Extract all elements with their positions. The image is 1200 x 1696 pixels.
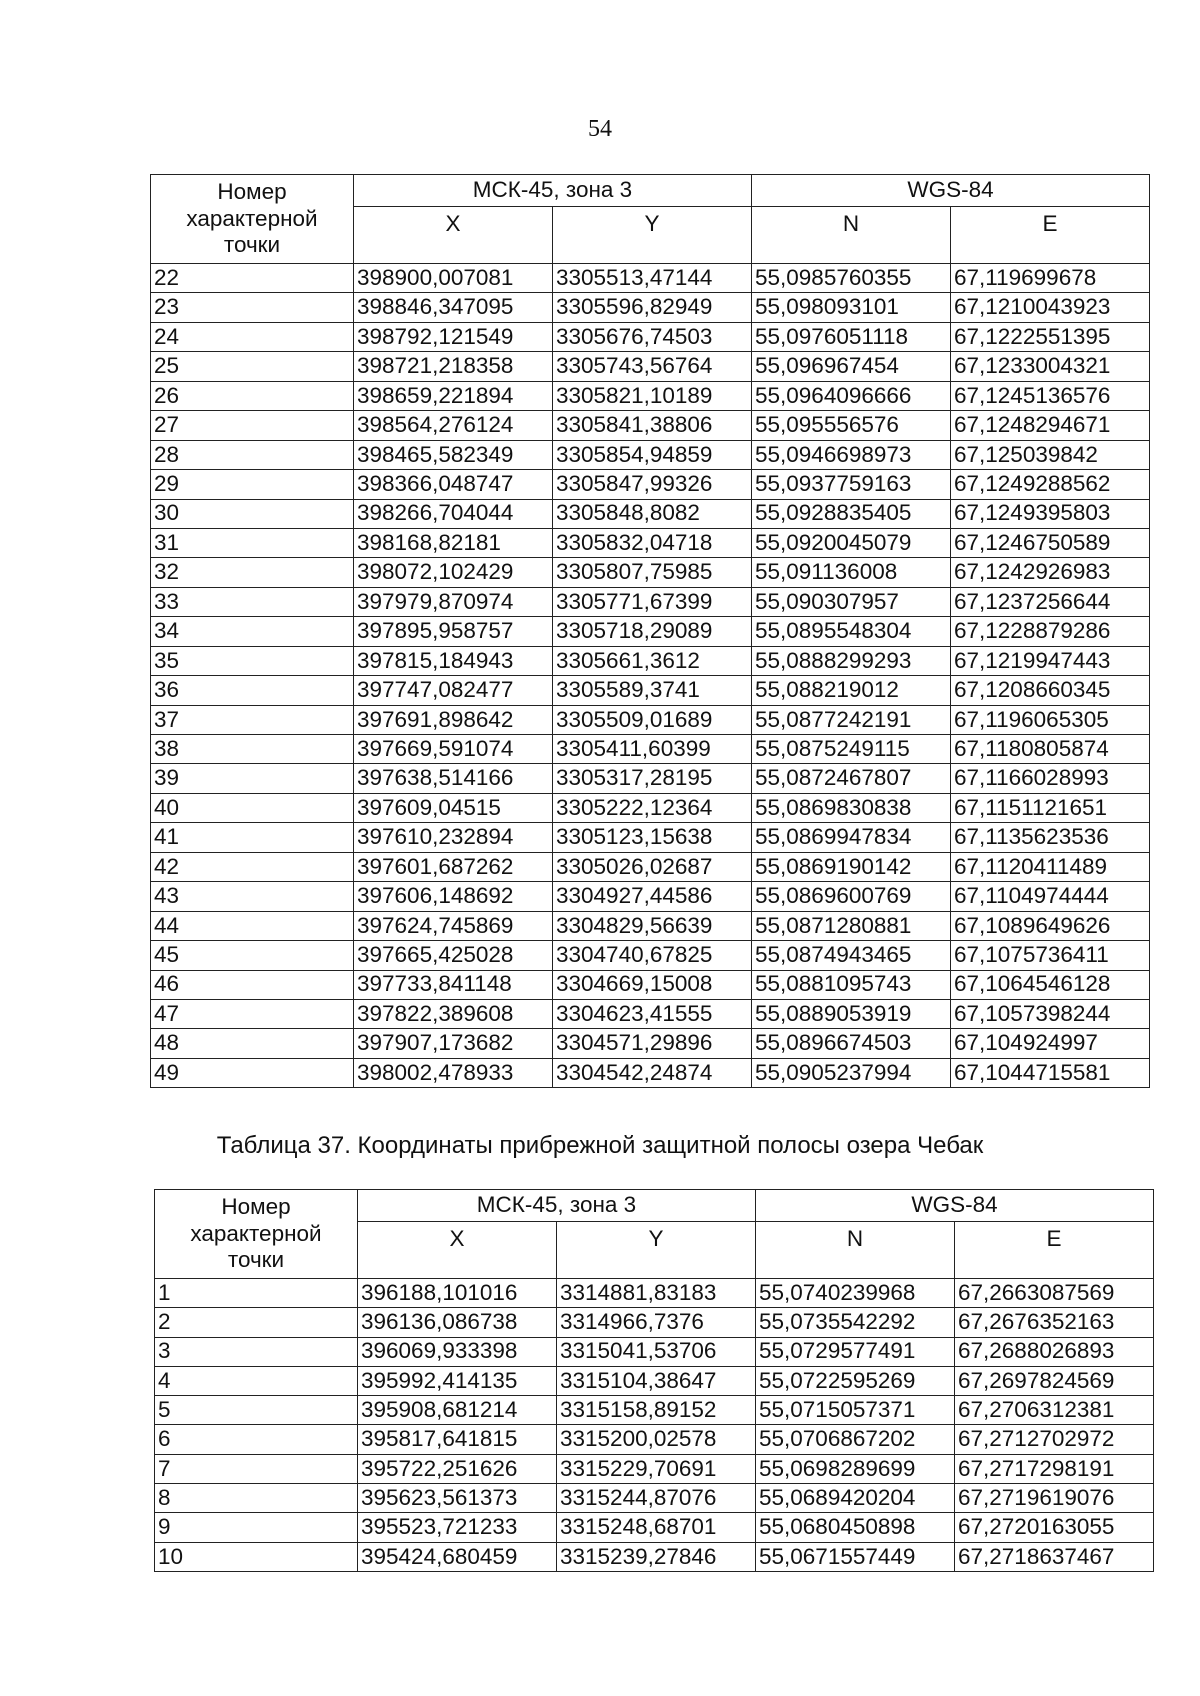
x-cell: 398792,121549 bbox=[354, 322, 553, 351]
y-cell: 3305854,94859 bbox=[553, 440, 752, 469]
table-row bbox=[151, 999, 1150, 1028]
n-header: N bbox=[756, 1222, 955, 1279]
y-cell: 3305026,02687 bbox=[553, 852, 752, 881]
x-header: X bbox=[358, 1222, 557, 1279]
x-cell: 395424,680459 bbox=[358, 1542, 557, 1571]
n-cell: 55,0872467807 bbox=[752, 764, 951, 793]
point-number-cell: 33 bbox=[151, 587, 354, 616]
n-cell: 55,0869190142 bbox=[752, 852, 951, 881]
point-number-cell: 46 bbox=[151, 970, 354, 999]
point-number-cell: 45 bbox=[151, 941, 354, 970]
y-cell: 3315244,87076 bbox=[557, 1484, 756, 1513]
x-cell: 397907,173682 bbox=[354, 1029, 553, 1058]
e-cell: 67,2697824569 bbox=[955, 1366, 1154, 1395]
x-header: X bbox=[354, 207, 553, 264]
n-cell: 55,0698289699 bbox=[756, 1454, 955, 1483]
point-number-cell: 8 bbox=[155, 1484, 358, 1513]
x-cell: 395908,681214 bbox=[358, 1396, 557, 1425]
table-row bbox=[151, 1029, 1150, 1058]
e-cell: 67,2720163055 bbox=[955, 1513, 1154, 1542]
x-cell: 397638,514166 bbox=[354, 764, 553, 793]
n-cell: 55,0877242191 bbox=[752, 705, 951, 734]
n-cell: 55,0964096666 bbox=[752, 381, 951, 410]
x-cell: 398721,218358 bbox=[354, 352, 553, 381]
e-cell: 67,1064546128 bbox=[951, 970, 1150, 999]
table-row bbox=[151, 322, 1150, 351]
n-cell: 55,0928835405 bbox=[752, 499, 951, 528]
point-header-line-1: Номер bbox=[221, 1194, 291, 1219]
e-cell: 67,1237256644 bbox=[951, 587, 1150, 616]
n-cell: 55,0869600769 bbox=[752, 882, 951, 911]
table2-body bbox=[155, 1279, 1154, 1572]
e-cell: 67,1219947443 bbox=[951, 646, 1150, 675]
point-number-cell: 39 bbox=[151, 764, 354, 793]
point-number-cell: 25 bbox=[151, 352, 354, 381]
x-cell: 395623,561373 bbox=[358, 1484, 557, 1513]
n-cell: 55,0706867202 bbox=[756, 1425, 955, 1454]
n-cell: 55,0729577491 bbox=[756, 1337, 955, 1366]
n-cell: 55,0985760355 bbox=[752, 264, 951, 293]
x-cell: 395992,414135 bbox=[358, 1366, 557, 1395]
e-cell: 67,1242926983 bbox=[951, 558, 1150, 587]
table-row bbox=[151, 1058, 1150, 1087]
y-cell: 3304669,15008 bbox=[553, 970, 752, 999]
y-cell: 3315104,38647 bbox=[557, 1366, 756, 1395]
e-cell: 67,1249395803 bbox=[951, 499, 1150, 528]
table-row bbox=[155, 1425, 1154, 1454]
e-cell: 67,1120411489 bbox=[951, 852, 1150, 881]
y-cell: 3305123,15638 bbox=[553, 823, 752, 852]
n-cell: 55,0671557449 bbox=[756, 1542, 955, 1571]
point-number-cell: 9 bbox=[155, 1513, 358, 1542]
e-cell: 67,1057398244 bbox=[951, 999, 1150, 1028]
n-header: N bbox=[752, 207, 951, 264]
msk-header: МСК-45, зона 3 bbox=[358, 1190, 756, 1222]
e-header: E bbox=[955, 1222, 1154, 1279]
point-number-cell: 48 bbox=[151, 1029, 354, 1058]
x-cell: 397606,148692 bbox=[354, 882, 553, 911]
point-header-line-3: точки bbox=[227, 1247, 285, 1273]
table-row bbox=[151, 676, 1150, 705]
e-cell: 67,2719619076 bbox=[955, 1484, 1154, 1513]
e-cell: 67,1044715581 bbox=[951, 1058, 1150, 1087]
y-cell: 3305848,8082 bbox=[553, 499, 752, 528]
x-cell: 397624,745869 bbox=[354, 911, 553, 940]
y-cell: 3305821,10189 bbox=[553, 381, 752, 410]
n-cell: 55,091136008 bbox=[752, 558, 951, 587]
n-cell: 55,0871280881 bbox=[752, 911, 951, 940]
y-cell: 3305676,74503 bbox=[553, 322, 752, 351]
table-row bbox=[151, 499, 1150, 528]
n-cell: 55,098093101 bbox=[752, 293, 951, 322]
table-row bbox=[151, 587, 1150, 616]
x-cell: 395817,641815 bbox=[358, 1425, 557, 1454]
point-number-cell: 26 bbox=[151, 381, 354, 410]
point-number-cell: 5 bbox=[155, 1396, 358, 1425]
point-number-cell: 40 bbox=[151, 793, 354, 822]
e-cell: 67,104924997 bbox=[951, 1029, 1150, 1058]
y-header: Y bbox=[553, 207, 752, 264]
point-number-cell: 30 bbox=[151, 499, 354, 528]
y-cell: 3304623,41555 bbox=[553, 999, 752, 1028]
point-number-cell: 41 bbox=[151, 823, 354, 852]
table-row bbox=[151, 705, 1150, 734]
y-cell: 3315200,02578 bbox=[557, 1425, 756, 1454]
x-cell: 397747,082477 bbox=[354, 676, 553, 705]
point-number-cell: 36 bbox=[151, 676, 354, 705]
n-cell: 55,0869947834 bbox=[752, 823, 951, 852]
y-cell: 3304740,67825 bbox=[553, 941, 752, 970]
e-cell: 67,1180805874 bbox=[951, 735, 1150, 764]
point-number-cell: 23 bbox=[151, 293, 354, 322]
e-cell: 67,119699678 bbox=[951, 264, 1150, 293]
table-row bbox=[155, 1484, 1154, 1513]
wgs-header: WGS-84 bbox=[752, 175, 1150, 207]
e-cell: 67,2688026893 bbox=[955, 1337, 1154, 1366]
point-number-cell: 3 bbox=[155, 1337, 358, 1366]
wgs-header: WGS-84 bbox=[756, 1190, 1154, 1222]
table-row bbox=[155, 1279, 1154, 1308]
e-cell: 67,125039842 bbox=[951, 440, 1150, 469]
table-row bbox=[151, 440, 1150, 469]
x-cell: 398564,276124 bbox=[354, 411, 553, 440]
point-number-header bbox=[151, 175, 354, 264]
point-number-header bbox=[155, 1190, 358, 1279]
table-row bbox=[151, 941, 1150, 970]
point-number-cell: 1 bbox=[155, 1279, 358, 1308]
n-cell: 55,0920045079 bbox=[752, 528, 951, 557]
e-cell: 67,1233004321 bbox=[951, 352, 1150, 381]
y-cell: 3305718,29089 bbox=[553, 617, 752, 646]
y-cell: 3315248,68701 bbox=[557, 1513, 756, 1542]
table-row bbox=[151, 264, 1150, 293]
e-cell: 67,1075736411 bbox=[951, 941, 1150, 970]
e-cell: 67,1196065305 bbox=[951, 705, 1150, 734]
point-number-cell: 43 bbox=[151, 882, 354, 911]
n-cell: 55,0875249115 bbox=[752, 735, 951, 764]
y-cell: 3305222,12364 bbox=[553, 793, 752, 822]
x-cell: 398366,048747 bbox=[354, 470, 553, 499]
point-header-line-1: Номер bbox=[217, 179, 287, 204]
point-number-cell: 49 bbox=[151, 1058, 354, 1087]
table-row bbox=[151, 735, 1150, 764]
x-cell: 398659,221894 bbox=[354, 381, 553, 410]
x-cell: 398072,102429 bbox=[354, 558, 553, 587]
point-number-cell: 28 bbox=[151, 440, 354, 469]
x-cell: 395722,251626 bbox=[358, 1454, 557, 1483]
n-cell: 55,0874943465 bbox=[752, 941, 951, 970]
e-cell: 67,1089649626 bbox=[951, 911, 1150, 940]
point-number-cell: 37 bbox=[151, 705, 354, 734]
table-row bbox=[151, 528, 1150, 557]
table-row bbox=[151, 764, 1150, 793]
n-cell: 55,0937759163 bbox=[752, 470, 951, 499]
x-cell: 395523,721233 bbox=[358, 1513, 557, 1542]
point-number-cell: 47 bbox=[151, 999, 354, 1028]
n-cell: 55,090307957 bbox=[752, 587, 951, 616]
n-cell: 55,0895548304 bbox=[752, 617, 951, 646]
x-cell: 396136,086738 bbox=[358, 1308, 557, 1337]
y-cell: 3305841,38806 bbox=[553, 411, 752, 440]
point-number-cell: 38 bbox=[151, 735, 354, 764]
table-row bbox=[155, 1308, 1154, 1337]
x-cell: 398168,82181 bbox=[354, 528, 553, 557]
point-number-cell: 29 bbox=[151, 470, 354, 499]
e-cell: 67,1222551395 bbox=[951, 322, 1150, 351]
y-cell: 3305513,47144 bbox=[553, 264, 752, 293]
x-cell: 397669,591074 bbox=[354, 735, 553, 764]
e-cell: 67,2676352163 bbox=[955, 1308, 1154, 1337]
e-cell: 67,1248294671 bbox=[951, 411, 1150, 440]
table-row bbox=[155, 1454, 1154, 1483]
y-cell: 3305596,82949 bbox=[553, 293, 752, 322]
n-cell: 55,096967454 bbox=[752, 352, 951, 381]
n-cell: 55,0946698973 bbox=[752, 440, 951, 469]
y-cell: 3305743,56764 bbox=[553, 352, 752, 381]
y-cell: 3314966,7376 bbox=[557, 1308, 756, 1337]
point-number-cell: 22 bbox=[151, 264, 354, 293]
table-row bbox=[155, 1396, 1154, 1425]
n-cell: 55,0689420204 bbox=[756, 1484, 955, 1513]
e-cell: 67,1104974444 bbox=[951, 882, 1150, 911]
y-cell: 3305807,75985 bbox=[553, 558, 752, 587]
n-cell: 55,088219012 bbox=[752, 676, 951, 705]
x-cell: 397691,898642 bbox=[354, 705, 553, 734]
n-cell: 55,0905237994 bbox=[752, 1058, 951, 1087]
x-cell: 397610,232894 bbox=[354, 823, 553, 852]
point-number-cell: 44 bbox=[151, 911, 354, 940]
y-header: Y bbox=[557, 1222, 756, 1279]
e-cell: 67,1245136576 bbox=[951, 381, 1150, 410]
e-cell: 67,2712702972 bbox=[955, 1425, 1154, 1454]
table1-body bbox=[151, 264, 1150, 1088]
n-cell: 55,0889053919 bbox=[752, 999, 951, 1028]
y-cell: 3315229,70691 bbox=[557, 1454, 756, 1483]
table-row bbox=[151, 558, 1150, 587]
n-cell: 55,0735542292 bbox=[756, 1308, 955, 1337]
y-cell: 3304571,29896 bbox=[553, 1029, 752, 1058]
table-row bbox=[151, 411, 1150, 440]
point-number-cell: 2 bbox=[155, 1308, 358, 1337]
x-cell: 398002,478933 bbox=[354, 1058, 553, 1087]
x-cell: 397822,389608 bbox=[354, 999, 553, 1028]
page-number: 54 bbox=[588, 116, 612, 142]
x-cell: 397601,687262 bbox=[354, 852, 553, 881]
point-number-cell: 32 bbox=[151, 558, 354, 587]
e-cell: 67,1208660345 bbox=[951, 676, 1150, 705]
x-cell: 398846,347095 bbox=[354, 293, 553, 322]
x-cell: 397665,425028 bbox=[354, 941, 553, 970]
y-cell: 3305317,28195 bbox=[553, 764, 752, 793]
point-number-cell: 34 bbox=[151, 617, 354, 646]
n-cell: 55,0722595269 bbox=[756, 1366, 955, 1395]
e-cell: 67,1246750589 bbox=[951, 528, 1150, 557]
x-cell: 397609,04515 bbox=[354, 793, 553, 822]
table-row bbox=[155, 1542, 1154, 1571]
x-cell: 397979,870974 bbox=[354, 587, 553, 616]
n-cell: 55,0888299293 bbox=[752, 646, 951, 675]
e-cell: 67,1210043923 bbox=[951, 293, 1150, 322]
y-cell: 3314881,83183 bbox=[557, 1279, 756, 1308]
point-number-cell: 10 bbox=[155, 1542, 358, 1571]
table-row bbox=[151, 646, 1150, 675]
e-cell: 67,1228879286 bbox=[951, 617, 1150, 646]
n-cell: 55,0740239968 bbox=[756, 1279, 955, 1308]
y-cell: 3305832,04718 bbox=[553, 528, 752, 557]
n-cell: 55,0881095743 bbox=[752, 970, 951, 999]
y-cell: 3305509,01689 bbox=[553, 705, 752, 734]
x-cell: 398900,007081 bbox=[354, 264, 553, 293]
x-cell: 396069,933398 bbox=[358, 1337, 557, 1366]
y-cell: 3305847,99326 bbox=[553, 470, 752, 499]
y-cell: 3315041,53706 bbox=[557, 1337, 756, 1366]
msk-header: МСК-45, зона 3 bbox=[354, 175, 752, 207]
n-cell: 55,0680450898 bbox=[756, 1513, 955, 1542]
n-cell: 55,0896674503 bbox=[752, 1029, 951, 1058]
table-row bbox=[151, 882, 1150, 911]
point-number-cell: 35 bbox=[151, 646, 354, 675]
coordinates-table-37 bbox=[154, 1189, 1154, 1572]
e-cell: 67,1249288562 bbox=[951, 470, 1150, 499]
table-row bbox=[151, 617, 1150, 646]
point-number-cell: 24 bbox=[151, 322, 354, 351]
x-cell: 397895,958757 bbox=[354, 617, 553, 646]
e-cell: 67,1135623536 bbox=[951, 823, 1150, 852]
e-header: E bbox=[951, 207, 1150, 264]
e-cell: 67,2718637467 bbox=[955, 1542, 1154, 1571]
x-cell: 397815,184943 bbox=[354, 646, 553, 675]
point-number-cell: 42 bbox=[151, 852, 354, 881]
y-cell: 3305589,3741 bbox=[553, 676, 752, 705]
table-row bbox=[151, 352, 1150, 381]
e-cell: 67,2706312381 bbox=[955, 1396, 1154, 1425]
table-caption: Таблица 37. Координаты прибрежной защитной полосы озера Чебак bbox=[216, 1132, 984, 1159]
e-cell: 67,1151121651 bbox=[951, 793, 1150, 822]
table-row bbox=[151, 793, 1150, 822]
table-row bbox=[151, 970, 1150, 999]
table-row bbox=[151, 823, 1150, 852]
y-cell: 3315239,27846 bbox=[557, 1542, 756, 1571]
point-number-cell: 4 bbox=[155, 1366, 358, 1395]
y-cell: 3304542,24874 bbox=[553, 1058, 752, 1087]
point-header-line-2: характерной bbox=[190, 1220, 322, 1246]
y-cell: 3305771,67399 bbox=[553, 587, 752, 616]
table-row bbox=[151, 470, 1150, 499]
n-cell: 55,0976051118 bbox=[752, 322, 951, 351]
y-cell: 3304927,44586 bbox=[553, 882, 752, 911]
coordinates-table-continued bbox=[150, 174, 1150, 1088]
x-cell: 398266,704044 bbox=[354, 499, 553, 528]
x-cell: 398465,582349 bbox=[354, 440, 553, 469]
n-cell: 55,0869830838 bbox=[752, 793, 951, 822]
n-cell: 55,095556576 bbox=[752, 411, 951, 440]
table-row bbox=[151, 852, 1150, 881]
point-number-cell: 31 bbox=[151, 528, 354, 557]
e-cell: 67,2717298191 bbox=[955, 1454, 1154, 1483]
table-row bbox=[151, 911, 1150, 940]
point-number-cell: 6 bbox=[155, 1425, 358, 1454]
y-cell: 3315158,89152 bbox=[557, 1396, 756, 1425]
table-row bbox=[155, 1513, 1154, 1542]
n-cell: 55,0715057371 bbox=[756, 1396, 955, 1425]
x-cell: 396188,101016 bbox=[358, 1279, 557, 1308]
table-row bbox=[151, 381, 1150, 410]
point-header-line-2: характерной bbox=[186, 205, 318, 231]
e-cell: 67,2663087569 bbox=[955, 1279, 1154, 1308]
point-number-cell: 27 bbox=[151, 411, 354, 440]
e-cell: 67,1166028993 bbox=[951, 764, 1150, 793]
y-cell: 3305661,3612 bbox=[553, 646, 752, 675]
point-number-cell: 7 bbox=[155, 1454, 358, 1483]
y-cell: 3305411,60399 bbox=[553, 735, 752, 764]
point-header-line-3: точки bbox=[223, 232, 281, 258]
table-row bbox=[155, 1366, 1154, 1395]
table-row bbox=[155, 1337, 1154, 1366]
y-cell: 3304829,56639 bbox=[553, 911, 752, 940]
table-row bbox=[151, 293, 1150, 322]
x-cell: 397733,841148 bbox=[354, 970, 553, 999]
